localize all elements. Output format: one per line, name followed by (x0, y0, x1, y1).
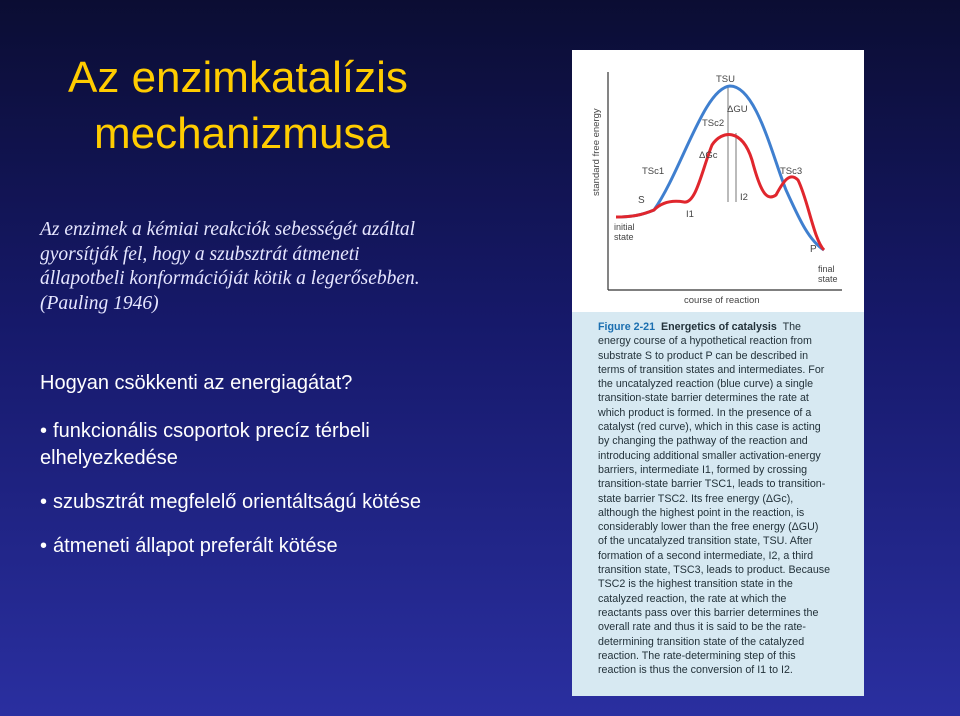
caption-line: by changing the pathway of the reaction and (598, 435, 808, 448)
caption-line: TSC2 is the highest transition state in the (598, 578, 793, 591)
bullet-text: szubsztrát megfelelő orientáltságú kötése (53, 491, 421, 513)
caption-figure-title: Energetics of catalysis (660, 321, 777, 333)
caption-first-line (598, 320, 856, 334)
label-delta-gu: ΔGU (727, 104, 748, 115)
caption-line: reactants pass over this barrier determines the (598, 606, 819, 619)
caption-line: transition-state barrier determines the rate at (598, 392, 809, 405)
bullet-item (40, 418, 540, 472)
bullet-text: átmeneti állapot preferált kötése (53, 535, 338, 557)
caption-line: which product is formed. In the presence of a (598, 406, 812, 419)
question-text: Hogyan csökkenti az energiagátat? (40, 372, 353, 394)
caption-line: catalyst (red curve), which in this case is acting (598, 421, 821, 434)
caption-line: reaction. The rate-determining step of this (598, 649, 796, 662)
bullet-dot: • (40, 535, 48, 557)
label-s: S (638, 195, 645, 206)
caption-line: energy course of a hypothetical reaction from (598, 335, 812, 348)
label-i2: I2 (740, 192, 748, 203)
label-delta-gc: ΔGc (699, 150, 718, 161)
caption-line: reaction is thus the conversion of I1 to I2. (598, 664, 793, 677)
caption-line: determining transition state of the catalyzed (598, 635, 805, 648)
title-line-2: mechanizmusa (94, 109, 390, 158)
textbook-figure (572, 50, 864, 696)
label-tsc3: TSc3 (780, 166, 803, 177)
bullet-dot: • (40, 491, 48, 513)
figure-caption (572, 312, 864, 696)
catalyzed-curve (616, 135, 824, 250)
energy-diagram (572, 50, 864, 312)
pauling-quote (40, 218, 560, 316)
title-line-1: Az enzimkatalízis (68, 53, 408, 102)
quote-line-3: állapotbeli konformációját kötik a legerősebben. (40, 268, 420, 289)
bullet-item (40, 533, 540, 560)
caption-body (598, 334, 856, 677)
caption-line: terms of transition states and intermediates. For (598, 363, 825, 376)
x-axis-label: course of reaction (684, 295, 760, 306)
label-final-state: state (818, 274, 838, 284)
caption-line: substrate S to product P can be described in (598, 349, 809, 362)
label-p: P (810, 244, 817, 255)
label-initial: initial (614, 222, 635, 232)
label-initial-state: state (614, 232, 634, 242)
label-tsc2: TSc2 (702, 118, 725, 129)
caption-line: introducing additional smaller activation-energy (598, 449, 821, 462)
caption-line: transition-state barrier TSC1, leads to transition- (598, 478, 826, 491)
caption-line: considerably lower than the free energy (ΔGU) (598, 521, 819, 534)
caption-line: barriers, intermediate I1, formed by crossing (598, 463, 808, 476)
quote-line-1: Az enzimek a kémiai reakciók sebességét azáltal (40, 219, 416, 240)
quote-citation: (Pauling 1946) (40, 292, 159, 314)
label-tsu: TSU (716, 74, 735, 85)
caption-first-word: The (782, 321, 801, 333)
slide-title (68, 50, 548, 162)
caption-line: the uncatalyzed reaction (blue curve) a single (598, 378, 814, 391)
bullet-text: funkcionális csoportok precíz térbeli (53, 420, 370, 442)
caption-line: state barrier TSC2. Its free energy (ΔGc), (598, 492, 794, 505)
bullet-dot: • (40, 420, 48, 442)
caption-line: although the highest point in the reaction, is (598, 506, 805, 519)
caption-figure-number: Figure 2-21 (598, 321, 656, 333)
bullet-text-cont: elhelyezkedése (40, 447, 178, 469)
y-axis-label: standard free energy (591, 108, 602, 196)
bullet-item (40, 489, 540, 516)
label-final: final (818, 264, 835, 274)
label-tsc1: TSc1 (642, 166, 665, 177)
label-i1: I1 (686, 209, 694, 220)
caption-line: formation of a second intermediate, I2, a third (598, 549, 814, 562)
quote-line-2: gyorsítják fel, hogy a szubsztrát átmeneti (40, 243, 360, 265)
caption-line: transition state, TSC3, leads to product. Because (598, 564, 831, 577)
caption-line: of the uncatalyzed transition state, TSU. After (598, 535, 813, 548)
caption-line: overall rate and thus it is said to be the rate- (598, 621, 806, 634)
bullet-list (40, 418, 540, 577)
caption-line: catalyzed reaction, the rate at which the (598, 592, 787, 605)
